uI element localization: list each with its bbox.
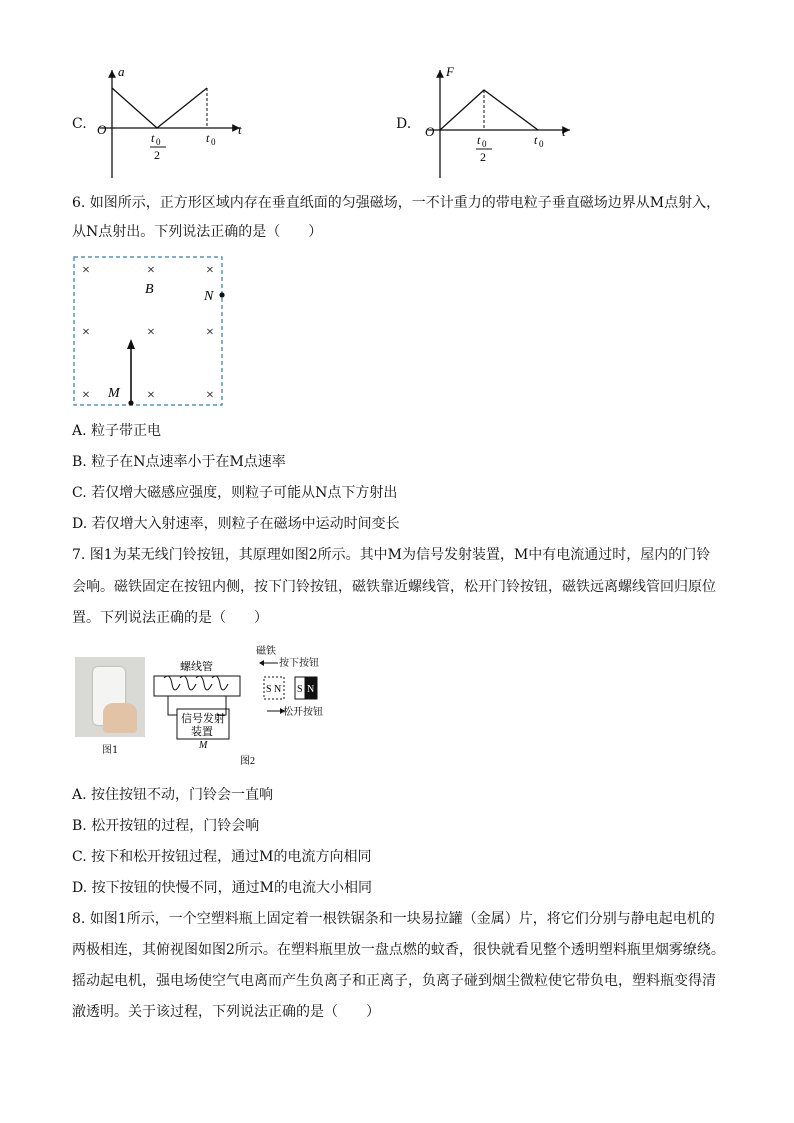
x-axis-label: t bbox=[562, 124, 566, 139]
doorbell-photo bbox=[75, 657, 145, 737]
y-axis-label: a bbox=[118, 64, 125, 79]
pole-s: S bbox=[266, 684, 272, 695]
pole-n: N bbox=[274, 684, 282, 695]
origin-label: O bbox=[97, 122, 107, 137]
fig2-caption: 图2 bbox=[240, 756, 255, 767]
q6-field-diagram bbox=[70, 253, 230, 409]
q8-stem-line1: 8. 如图1所示，一个空塑料瓶上固定着一根铁锯条和一块易拉罐（金属）片，将它们分别与静电起电机的 bbox=[72, 911, 715, 927]
graph-c bbox=[92, 62, 252, 182]
tick-end-sub: 0 bbox=[211, 137, 216, 147]
q6-option-c: C. 若仅增大磁感应强度，则粒子可能从N点下方射出 bbox=[72, 485, 398, 501]
fig1-caption: 图1 bbox=[102, 745, 119, 756]
q6-stem-line1: 6. 如图所示，正方形区域内存在垂直纸面的匀强磁场，一不计重力的带电粒子垂直磁场边界从M点射入， bbox=[72, 195, 721, 211]
x-axis-label: t bbox=[238, 122, 242, 137]
press-arrow-head bbox=[259, 660, 264, 666]
field-mark: × bbox=[147, 325, 155, 340]
pole-n: N bbox=[307, 684, 315, 695]
q6-option-a: A. 粒子带正电 bbox=[72, 423, 162, 439]
tick-end-sub: 0 bbox=[539, 139, 544, 149]
q8-stem-line4: 澈透明。关于该过程，下列说法正确的是（ ） bbox=[72, 1004, 380, 1020]
point-n-dot bbox=[219, 292, 224, 297]
option-c-label: C. bbox=[72, 116, 87, 132]
tick-end: t bbox=[534, 133, 538, 147]
q6-option-d: D. 若仅增大入射速率，则粒子在磁场中运动时间变长 bbox=[72, 516, 400, 532]
q7-option-b: B. 松开按钮的过程，门铃会响 bbox=[72, 818, 260, 834]
q7-stem-line3: 置。下列说法正确的是（ ） bbox=[72, 610, 268, 626]
tick-end: t bbox=[206, 131, 210, 145]
point-m-label: M bbox=[108, 386, 120, 401]
device-m-label: M bbox=[199, 740, 208, 751]
pole-s: S bbox=[297, 684, 303, 695]
tick-half-sub: 0 bbox=[482, 139, 487, 149]
graph-d-line bbox=[440, 90, 538, 130]
graph-c-line bbox=[112, 88, 207, 128]
field-mark: × bbox=[147, 263, 155, 278]
q8-stem-line3: 摇动起电机，强电场使空气电离而产生负离子和正离子，负离子碰到烟尘微粒使它带负电，塑料瓶变得清 bbox=[72, 973, 716, 989]
magnet-label: 磁铁 bbox=[256, 646, 276, 657]
point-n-label: N bbox=[204, 289, 214, 304]
tick-half-sub: 0 bbox=[156, 137, 161, 147]
field-mark: × bbox=[206, 325, 214, 340]
tick-half-num: t bbox=[151, 131, 155, 145]
q6-stem-line2: 从N点射出。下列说法正确的是（ ） bbox=[72, 224, 323, 240]
arrow-head bbox=[127, 339, 135, 349]
solenoid-coil bbox=[164, 676, 228, 690]
hand bbox=[103, 703, 137, 733]
field-mark: × bbox=[206, 263, 214, 278]
q7-stem-line2: 会响。磁铁固定在按钮内侧，按下门铃按钮，磁铁靠近螺线管，松开门铃按钮，磁铁远离螺线管回归原位 bbox=[72, 579, 716, 595]
q7-stem-line1: 7. 图1为某无线门铃按钮，其原理如图2所示。其中M为信号发射装置，M中有电流通过时，屋内的门铃 bbox=[72, 547, 711, 563]
q6-option-b: B. 粒子在N点速率小于在M点速率 bbox=[72, 454, 286, 470]
q7-option-c: C. 按下和松开按钮过程，通过M的电流方向相同 bbox=[72, 849, 372, 865]
wire-left bbox=[168, 696, 177, 715]
graph-d bbox=[420, 62, 580, 182]
field-mark: × bbox=[206, 388, 214, 403]
q7-option-a: A. 按住按钮不动，门铃会一直响 bbox=[72, 787, 274, 803]
field-b-label: B bbox=[145, 282, 154, 297]
solenoid-label: 螺线管 bbox=[180, 661, 213, 673]
y-axis-label: F bbox=[446, 64, 454, 79]
doorbell-circuit-diagram bbox=[150, 645, 340, 770]
device-label-2: 装置 bbox=[191, 726, 213, 738]
field-mark: × bbox=[147, 388, 155, 403]
field-mark: × bbox=[82, 388, 90, 403]
tick-half-num: t bbox=[477, 133, 481, 147]
q8-stem-line2: 两极相连，其俯视图如图2所示。在塑料瓶里放一盘点燃的蚊香，很快就看见整个透明塑料瓶里烟雾缭绕。 bbox=[72, 942, 725, 958]
tick-half-den: 2 bbox=[154, 148, 160, 162]
field-mark: × bbox=[82, 263, 90, 278]
q7-option-d: D. 按下按钮的快慢不同，通过M的电流大小相同 bbox=[72, 880, 372, 896]
tick-half-den: 2 bbox=[480, 150, 486, 164]
field-mark: × bbox=[82, 325, 90, 340]
device-label-1: 信号发射 bbox=[181, 713, 225, 725]
origin-label: O bbox=[425, 124, 435, 139]
release-label: 松开按钮 bbox=[283, 707, 323, 718]
press-label: 按下按钮 bbox=[279, 658, 319, 669]
option-d-label: D. bbox=[396, 116, 412, 132]
